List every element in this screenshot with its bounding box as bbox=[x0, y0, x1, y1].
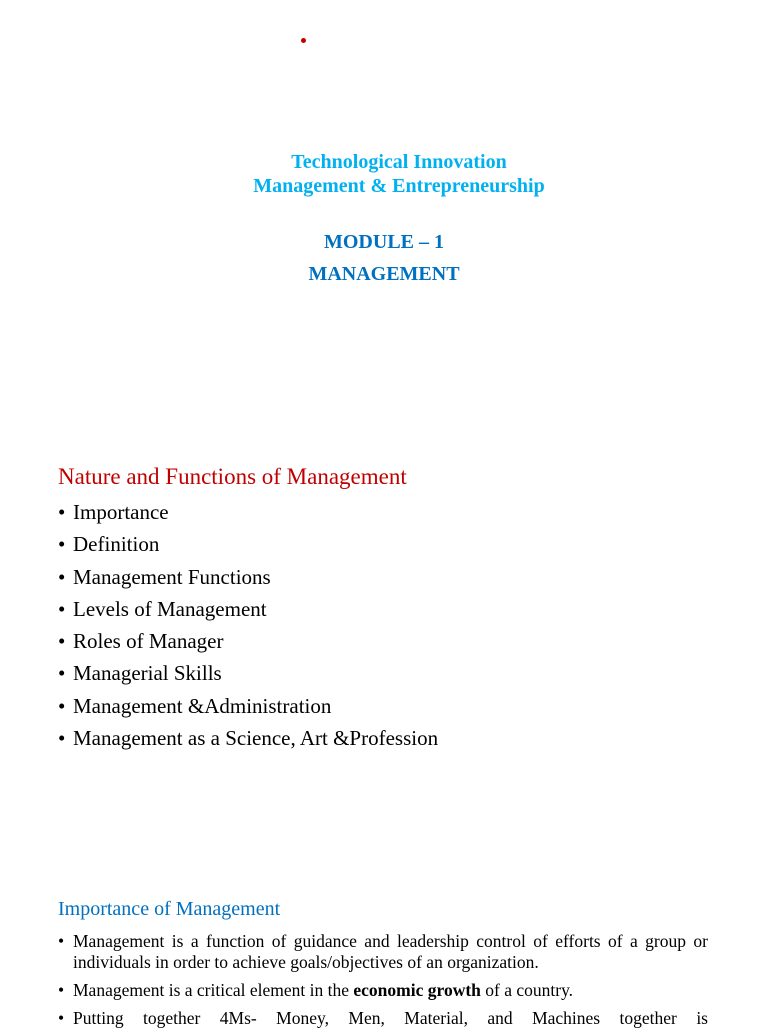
list-item-text bbox=[73, 980, 708, 1001]
list-item bbox=[58, 627, 438, 659]
bullet-icon: • bbox=[58, 661, 66, 686]
bullet-icon: • bbox=[58, 596, 66, 621]
list-item bbox=[58, 724, 438, 756]
bullet-icon: • bbox=[58, 980, 65, 1000]
bold-phrase: economic growth bbox=[353, 980, 481, 1000]
list-item bbox=[58, 659, 438, 691]
importance-list bbox=[58, 931, 708, 1036]
module-number: MODULE – 1 bbox=[324, 231, 444, 253]
red-dot-mark bbox=[301, 38, 306, 43]
list-item-label: Definition bbox=[73, 532, 160, 557]
text-before: Management is a critical element in the bbox=[73, 980, 354, 1000]
bullet-icon: • bbox=[58, 931, 65, 951]
list-item-label: Management &Administration bbox=[73, 693, 332, 718]
bullet-icon: • bbox=[58, 564, 66, 589]
list-item-label: Levels of Management bbox=[73, 596, 267, 621]
text-after: of a country. bbox=[480, 980, 574, 1000]
list-item-label: Management Functions bbox=[73, 564, 271, 589]
title-line-2: Management & Entrepreneurship bbox=[253, 175, 545, 197]
list-item-label: Managerial Skills bbox=[73, 661, 222, 686]
module-subject: MANAGEMENT bbox=[308, 263, 460, 285]
bullet-icon: • bbox=[58, 500, 66, 524]
list-item bbox=[58, 931, 708, 973]
list-item bbox=[58, 692, 438, 724]
topics-list bbox=[58, 498, 438, 756]
list-item bbox=[58, 1008, 708, 1029]
nature-functions-heading: Nature and Functions of Management bbox=[58, 464, 407, 489]
list-item-label: Management as a Science, Art &Profession bbox=[73, 726, 439, 751]
module-block bbox=[0, 229, 768, 293]
list-item-text: Putting together 4Ms- Money, Men, Material, and Machines together is bbox=[73, 1008, 708, 1028]
title-line-1: Technological Innovation bbox=[291, 151, 507, 173]
list-item bbox=[58, 498, 438, 530]
bullet-icon: • bbox=[58, 693, 66, 718]
list-item bbox=[58, 563, 438, 595]
list-item bbox=[58, 595, 438, 627]
bullet-icon: • bbox=[58, 532, 66, 557]
bullet-icon: • bbox=[58, 726, 66, 751]
bullet-icon: • bbox=[58, 629, 66, 654]
importance-heading: Importance of Management bbox=[58, 898, 281, 920]
title-block bbox=[0, 150, 768, 198]
list-item-text: Management is a function of guidance and leadership control of efforts of a group or individuals in order to achieve goals/objectives of an organization. bbox=[73, 931, 708, 972]
list-item bbox=[58, 530, 438, 562]
list-item-label: Roles of Manager bbox=[73, 629, 224, 654]
list-item-label: Importance bbox=[73, 500, 169, 524]
list-item bbox=[58, 980, 708, 1001]
bullet-icon: • bbox=[58, 1008, 65, 1028]
